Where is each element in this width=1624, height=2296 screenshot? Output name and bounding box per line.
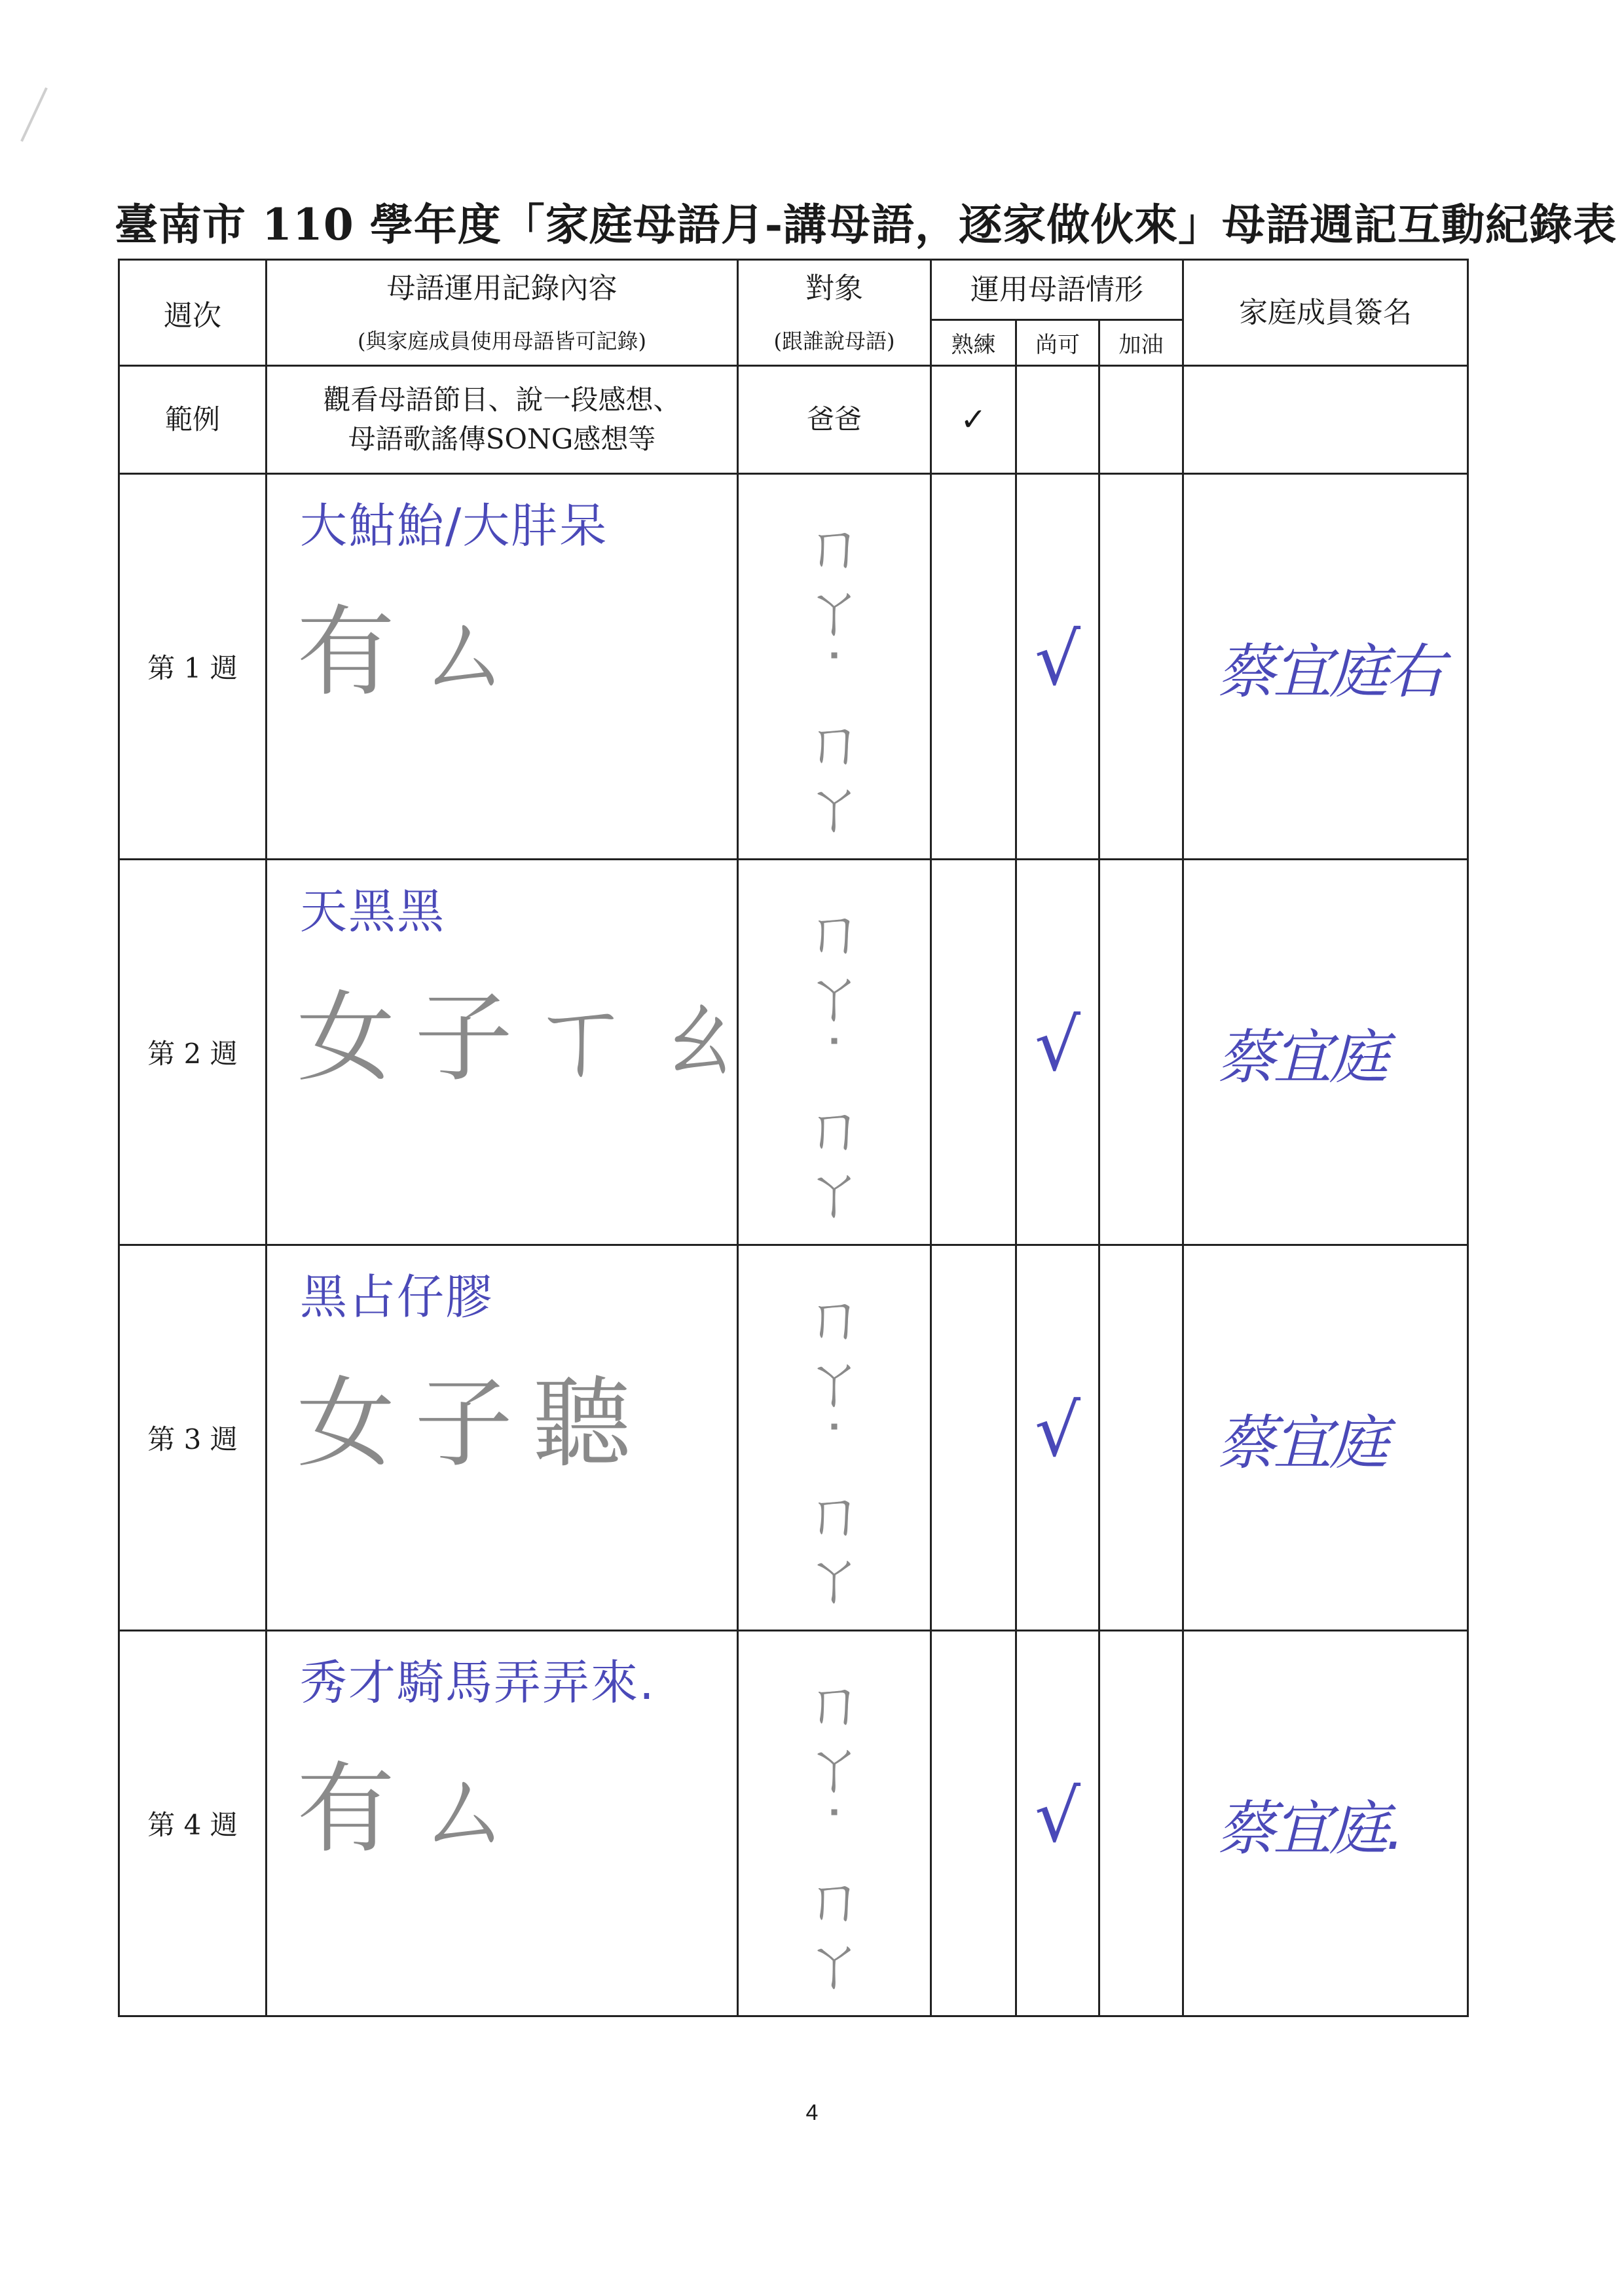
header-week: 週次 (119, 260, 267, 366)
handwritten-phrase: 天黑黑 (300, 884, 446, 939)
usage-level-ok: 尚可 (1016, 320, 1099, 366)
week-label: 第 3 週 (119, 1245, 267, 1631)
header-row (119, 260, 1468, 320)
ok-cell (1016, 1245, 1099, 1631)
week-label: 第 2 週 (119, 860, 267, 1245)
example-row (119, 366, 1468, 474)
handwritten-feedback: 女子聽 (297, 1367, 651, 1481)
handwritten-target (738, 860, 931, 1245)
checkmark-icon: √ (1034, 1003, 1081, 1087)
fluent-cell (931, 1631, 1016, 2016)
week-label: 第 4 週 (119, 1631, 267, 2016)
example-label: 範例 (119, 366, 267, 474)
fluent-cell (931, 1245, 1016, 1631)
header-usage: 運用母語情形 (931, 260, 1183, 320)
handwritten-feedback: 有ㄙ (297, 596, 533, 710)
header-content: 母語運用記錄內容 (與家庭成員使用母語皆可記錄) (267, 260, 738, 366)
bopomofo-text: ㄇㄚ˙ㄇㄚ (805, 1669, 864, 1999)
week-row-1 (119, 474, 1468, 860)
needs-work-cell (1099, 474, 1183, 860)
signature-cell (1183, 1631, 1468, 2016)
example-empty-needs-work (1099, 366, 1183, 474)
week-row-2 (119, 860, 1468, 1245)
checkmark-icon: √ (1034, 1389, 1081, 1472)
ok-cell (1016, 1631, 1099, 2016)
handwritten-content (267, 474, 738, 860)
handwritten-signature: 蔡宜庭. (1217, 1795, 1402, 1863)
signature-cell (1183, 860, 1468, 1245)
ok-cell (1016, 860, 1099, 1245)
needs-work-cell (1099, 1631, 1183, 2016)
fluent-cell (931, 474, 1016, 860)
header-target: 對象 (跟誰說母語) (738, 260, 931, 366)
handwritten-content (267, 1631, 738, 2016)
checkmark-icon: √ (1034, 617, 1081, 701)
stray-pencil-mark (20, 87, 48, 141)
handwritten-signature: 蔡宜庭 (1217, 1023, 1386, 1092)
handwritten-target (738, 474, 931, 860)
handwritten-signature: 蔡宜庭 (1217, 1409, 1386, 1478)
handwritten-phrase: 黑占仔膠 (300, 1269, 494, 1324)
week-row-3 (119, 1245, 1468, 1631)
handwritten-phrase: 大鮕鮐/大肨呆 (300, 498, 608, 553)
bopomofo-text: ㄇㄚ˙ㄇㄚ (805, 898, 864, 1228)
week-row-4 (119, 1631, 1468, 2016)
fluent-cell (931, 860, 1016, 1245)
handwritten-target (738, 1245, 931, 1631)
week-label: 第 1 週 (119, 474, 267, 860)
signature-cell (1183, 474, 1468, 860)
example-check: ✓ (931, 366, 1016, 474)
bopomofo-text: ㄇㄚ˙ㄇㄚ (805, 512, 864, 843)
usage-level-needs-work: 加油 (1099, 320, 1183, 366)
example-target: 爸爸 (738, 366, 931, 474)
example-empty-signature (1183, 366, 1468, 474)
needs-work-cell (1099, 1245, 1183, 1631)
ok-cell (1016, 474, 1099, 860)
handwritten-content (267, 1245, 738, 1631)
needs-work-cell (1099, 860, 1183, 1245)
weekly-record-table (118, 259, 1469, 2017)
handwritten-phrase: 秀才騎馬弄弄來. (300, 1655, 655, 1710)
bopomofo-text: ㄇㄚ˙ㄇㄚ (805, 1283, 864, 1614)
handwritten-feedback: 有ㄙ (297, 1753, 533, 1867)
header-signature: 家庭成員簽名 (1183, 260, 1468, 366)
handwritten-target (738, 1631, 931, 2016)
handwritten-content (267, 860, 769, 1245)
checkmark-icon: √ (1034, 1774, 1081, 1858)
example-empty-ok (1016, 366, 1099, 474)
handwritten-feedback: 女子ㄒㄠ (297, 981, 769, 1095)
page-title: 臺南市 110 學年度「家庭母語月-講母語，逐家做伙來」母語週記互動紀錄表 (115, 199, 1617, 250)
signature-cell (1183, 1245, 1468, 1631)
usage-level-fluent: 熟練 (931, 320, 1016, 366)
handwritten-signature: 蔡宜庭右 (1217, 638, 1442, 706)
example-content: 觀看母語節目、說一段感想、 母語歌謠傳SONG感想等 (267, 366, 738, 474)
page-number: 4 (805, 2100, 819, 2125)
